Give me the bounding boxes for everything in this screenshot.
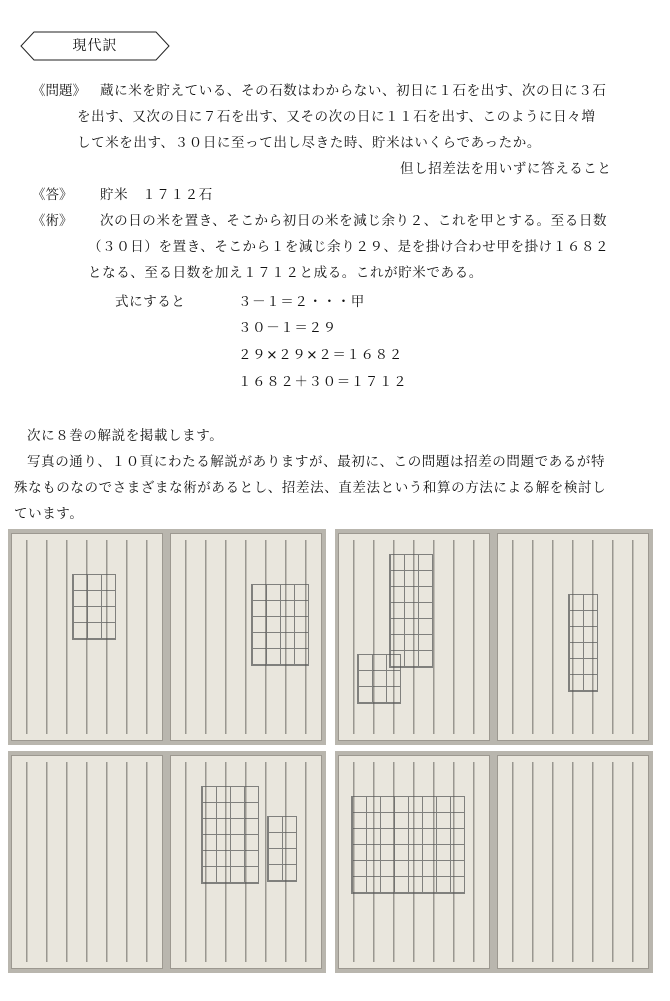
commentary-line-1: 写真の通り、１０頁にわたる解説がありますが、最初に、この問題は招差の問題であるが特 xyxy=(27,454,606,470)
commentary-line-3: ています。 xyxy=(14,506,84,522)
formula-3: ２９×２９×２＝１６８２ xyxy=(238,347,403,363)
commentary-intro: 次に８巻の解説を掲載します。 xyxy=(27,428,224,444)
formula-2: ３０－１＝２９ xyxy=(238,320,337,336)
problem-line-2: を出す、又次の日に７石を出す、又その次の日に１１石を出す、このように日々増 xyxy=(77,109,596,125)
problem-note: 但し招差法を用いずに答えること xyxy=(400,161,612,177)
formula-4: １６８２＋３０＝１７１２ xyxy=(238,374,408,390)
answer-tag: 《答》 xyxy=(32,187,73,203)
commentary-line-2: 殊なものなのでさまざまな術があるとし、招差法、直差法という和算の方法による解を検討し xyxy=(14,480,607,496)
book-photo-top-left xyxy=(8,529,326,745)
book-photo-bottom-left xyxy=(8,751,326,973)
method-line-2: （３０日）を置き、そこから１を減じ余り２９、是を掛け合わせ甲を掛け１６８２ xyxy=(88,239,610,255)
method-line-3: となる、至る日数を加え１７１２と成る。これが貯米である。 xyxy=(88,265,483,281)
formula-1: ３－１＝２・・・甲 xyxy=(238,294,365,310)
book-photo-bottom-right xyxy=(335,751,653,973)
answer-text: 貯米 １７１２石 xyxy=(100,187,213,203)
method-tag: 《術》 xyxy=(32,213,73,229)
header-label: 現代訳 xyxy=(72,38,118,54)
problem-tag: 《問題》 xyxy=(32,83,86,99)
problem-line-3: して米を出す、３０日に至って出し尽きた時、貯米はいくらであったか。 xyxy=(77,135,541,151)
book-photo-top-right xyxy=(335,529,653,745)
method-line-1: 次の日の米を置き、そこから初日の米を減じ余り２、これを甲とする。至る日数 xyxy=(100,213,608,229)
formula-label: 式にすると xyxy=(115,294,186,310)
problem-line-1: 蔵に米を貯えている、その石数はわからない、初日に１石を出す、次の日に３石 xyxy=(100,83,607,99)
